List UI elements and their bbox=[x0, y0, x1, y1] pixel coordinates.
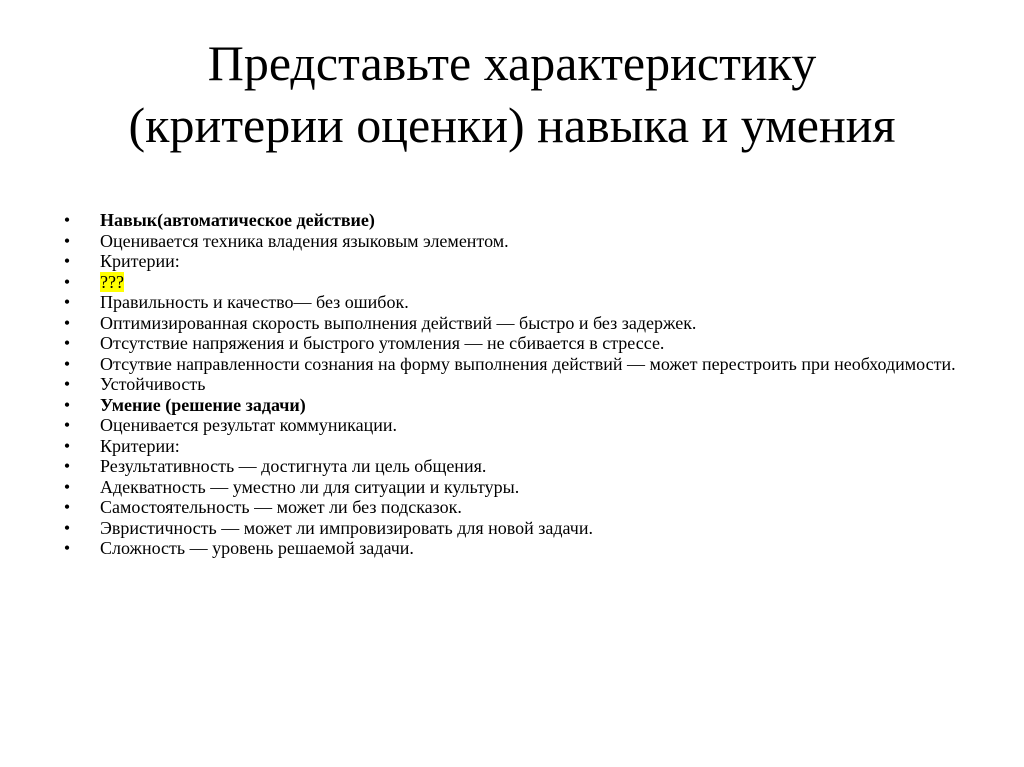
list-item bbox=[60, 272, 960, 293]
list-item bbox=[60, 251, 960, 272]
list-item-text: Правильность и качество— без ошибок. bbox=[100, 292, 409, 312]
list-item bbox=[60, 333, 960, 354]
bullet-icon: • bbox=[63, 333, 71, 353]
bullet-icon: • bbox=[63, 374, 71, 394]
bullet-icon: • bbox=[63, 394, 71, 415]
bullet-icon: • bbox=[63, 538, 71, 558]
list-item bbox=[60, 436, 960, 457]
list-item bbox=[60, 210, 960, 231]
bullet-icon: • bbox=[63, 312, 71, 333]
bullet-icon: • bbox=[63, 517, 71, 538]
bullet-icon: • bbox=[63, 251, 71, 271]
list-item-text: Самостоятельность — может ли без подсказок. bbox=[100, 497, 462, 517]
bullet-icon: • bbox=[63, 230, 71, 251]
slide-title-line-2: (критерии оценки) навыка и умения bbox=[128, 97, 896, 153]
bullet-icon: • bbox=[63, 210, 71, 230]
list-item-text: Эвристичность — может ли импровизировать для новой задачи. bbox=[100, 517, 593, 538]
bullet-icon: • bbox=[63, 476, 71, 497]
section-heading: Навык(автоматическое действие) bbox=[100, 210, 375, 230]
list-item bbox=[60, 374, 960, 395]
highlighted-placeholder: ??? bbox=[100, 271, 124, 292]
list-item-text: Критерии: bbox=[100, 435, 180, 456]
bullet-icon: • bbox=[63, 292, 71, 312]
list-item-text: Устойчивость bbox=[100, 374, 206, 394]
list-item-text: Отсутвие направленности сознания на форму выполнения действий — может перестроить при необходимости. bbox=[100, 353, 956, 374]
list-item-text: Сложность — уровень решаемой задачи. bbox=[100, 538, 414, 558]
list-item bbox=[60, 395, 960, 416]
slide-title bbox=[40, 32, 984, 156]
bullet-icon: • bbox=[63, 497, 71, 517]
list-item bbox=[60, 477, 960, 498]
section-heading: Умение (решение задачи) bbox=[100, 394, 306, 415]
list-item bbox=[60, 497, 960, 518]
bullet-icon: • bbox=[63, 415, 71, 435]
list-item-text: Отсутствие напряжения и быстрого утомления — не сбивается в стрессе. bbox=[100, 333, 665, 353]
list-item-text: Оптимизированная скорость выполнения действий — быстро и без задержек. bbox=[100, 312, 697, 333]
list-item bbox=[60, 538, 960, 559]
bullet-icon: • bbox=[63, 435, 71, 456]
list-item-text: Результативность — достигнута ли цель общения. bbox=[100, 456, 487, 476]
list-item-text: Оценивается техника владения языковым элементом. bbox=[100, 230, 509, 251]
bullet-icon: • bbox=[63, 271, 71, 292]
list-item bbox=[60, 456, 960, 477]
list-item bbox=[60, 518, 960, 539]
list-item bbox=[60, 292, 960, 313]
list-item bbox=[60, 415, 960, 436]
list-item bbox=[60, 313, 960, 334]
bullet-icon: • bbox=[63, 353, 71, 374]
slide-title-line-1: Представьте характеристику bbox=[207, 35, 817, 91]
list-item bbox=[60, 231, 960, 252]
bullet-icon: • bbox=[63, 456, 71, 476]
list-item-text: Критерии: bbox=[100, 251, 180, 271]
bullet-list bbox=[60, 210, 960, 559]
list-item-text: Оценивается результат коммуникации. bbox=[100, 415, 398, 435]
list-item bbox=[60, 354, 960, 375]
list-item-text: Адекватность — уместно ли для ситуации и культуры. bbox=[100, 476, 520, 497]
